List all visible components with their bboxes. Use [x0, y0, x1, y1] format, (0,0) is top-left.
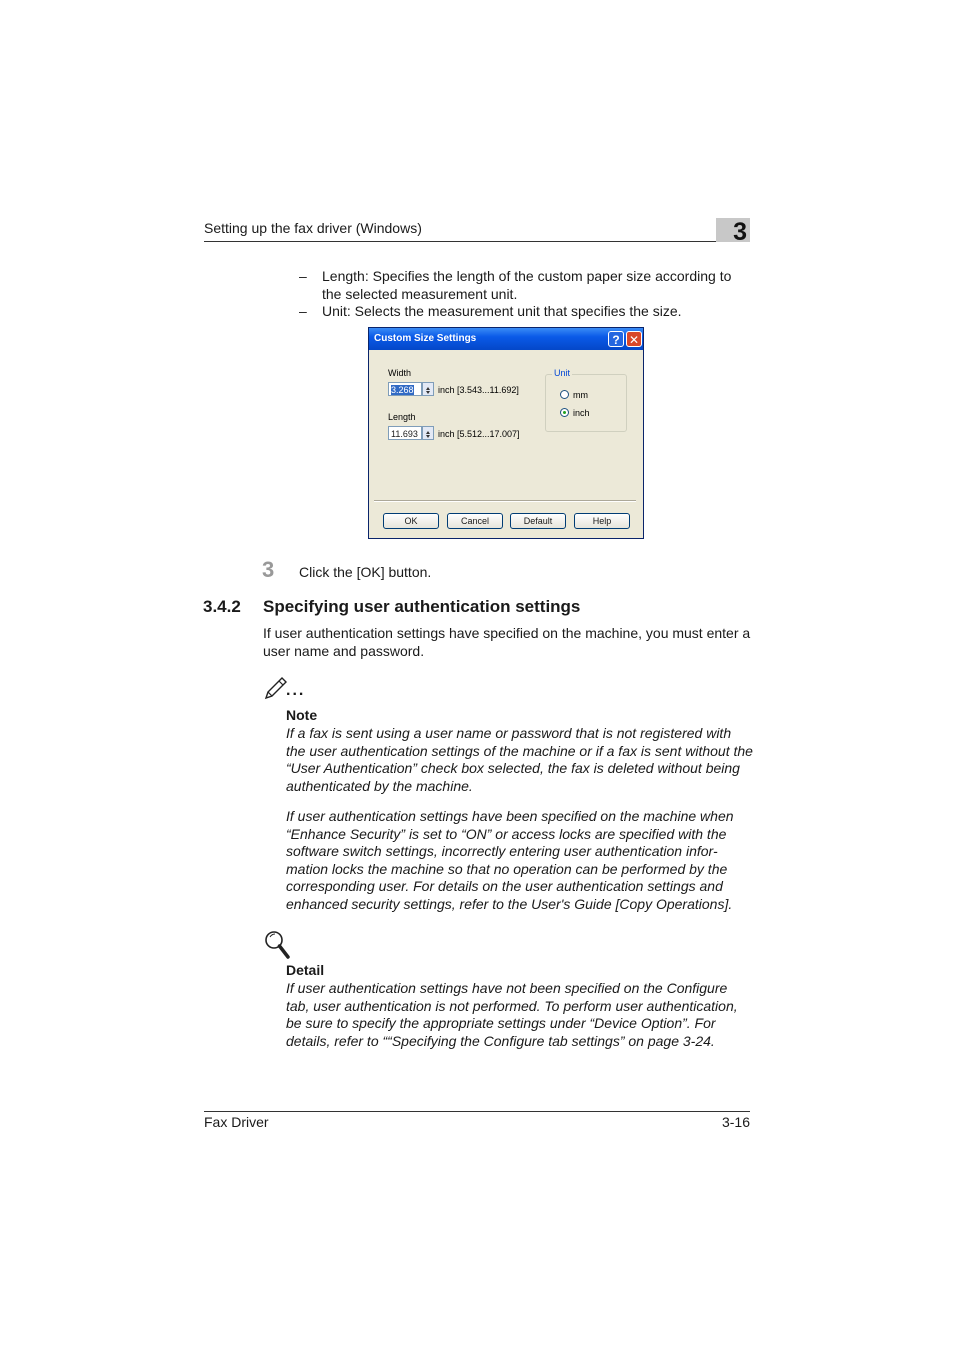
bullet-text: Length: Specifies the length of the custom paper size according to the selected measurement unit.: [322, 268, 732, 302]
footer-rule: [204, 1111, 750, 1112]
help-button[interactable]: Help: [574, 513, 630, 529]
bullet-dash: –: [299, 268, 307, 284]
footer-title: Fax Driver: [204, 1114, 269, 1130]
bullet-item-length: [0, 267, 954, 303]
custom-size-settings-dialog: [368, 327, 644, 539]
width-range-text: inch [3.543...11.692]: [438, 385, 519, 395]
bullet-item-unit: [0, 302, 954, 320]
magnifier-icon: [264, 930, 292, 965]
help-title-button[interactable]: ?: [608, 331, 624, 347]
unit-mm-label: mm: [573, 390, 588, 400]
section-number: 3.4.2: [203, 597, 241, 616]
dialog-title-bar[interactable]: [369, 328, 643, 350]
unit-mm-radio[interactable]: [560, 390, 569, 399]
note-heading: Note: [286, 707, 318, 723]
close-title-button[interactable]: ✕: [626, 331, 642, 347]
detail-heading: Detail: [286, 962, 325, 978]
step-number: 3: [262, 557, 275, 582]
unit-inch-label: inch: [573, 408, 590, 418]
unit-group: [545, 368, 627, 432]
dialog-title: Custom Size Settings: [374, 333, 477, 344]
bullet-dash: –: [299, 303, 307, 319]
note-dots: ...: [286, 682, 306, 699]
unit-inch-radio[interactable]: [560, 408, 569, 417]
cancel-button[interactable]: Cancel: [447, 513, 503, 529]
length-range-text: inch [5.512...17.007]: [438, 429, 520, 439]
section-title: Specifying user authentication settings: [263, 597, 581, 616]
width-label: Width: [388, 368, 412, 378]
length-spinner[interactable]: [422, 426, 434, 440]
header-rule: [204, 241, 717, 242]
ok-button[interactable]: OK: [383, 513, 439, 529]
detail-paragraph: If user authentication settings have not been specified on the Configure tab, user authentication is not performed. To perform user authentication, be sure to specify the appropriate settings under “Device Option”. For details, refer to ““Specifying the Configure tab settings” on page 3-24.: [286, 980, 738, 1049]
length-input[interactable]: 11.693: [388, 426, 422, 440]
width-input[interactable]: 3.268: [388, 382, 422, 396]
step-text: Click the [OK] button.: [299, 564, 432, 580]
note-paragraph-2: If user authentication settings have been specified on the machine when “Enhance Security” is set to “ON” or access locks are specified with the software switch settings, incorrectly entering user authentication infor-mation locks the machine so that no operation can be performed by the corresponding user. For details on the user authentication settings and enhanced security settings, refer to the User's Guide [Copy Operations].: [286, 808, 734, 912]
chapter-number-tab: 3: [716, 218, 750, 242]
note-paragraph-1: If a fax is sent using a user name or password that is not registered with the user authentication settings of the machine or if a fax is sent without the “User Authentication” check box selected, the fax is deleted without being authenticated by the machine.: [286, 725, 753, 794]
width-spinner[interactable]: [422, 382, 434, 396]
page-number: 3-16: [721, 1114, 750, 1130]
section-paragraph: If user authentication settings have specified on the machine, you must enter a user name and password.: [263, 625, 751, 659]
length-label: Length: [388, 412, 416, 422]
unit-group-label: Unit: [554, 368, 571, 378]
bullet-text: Unit: Selects the measurement unit that specifies the size.: [322, 303, 682, 319]
default-button[interactable]: Default: [510, 513, 566, 529]
running-header: Setting up the fax driver (Windows): [204, 220, 422, 236]
dialog-separator: [374, 500, 636, 502]
